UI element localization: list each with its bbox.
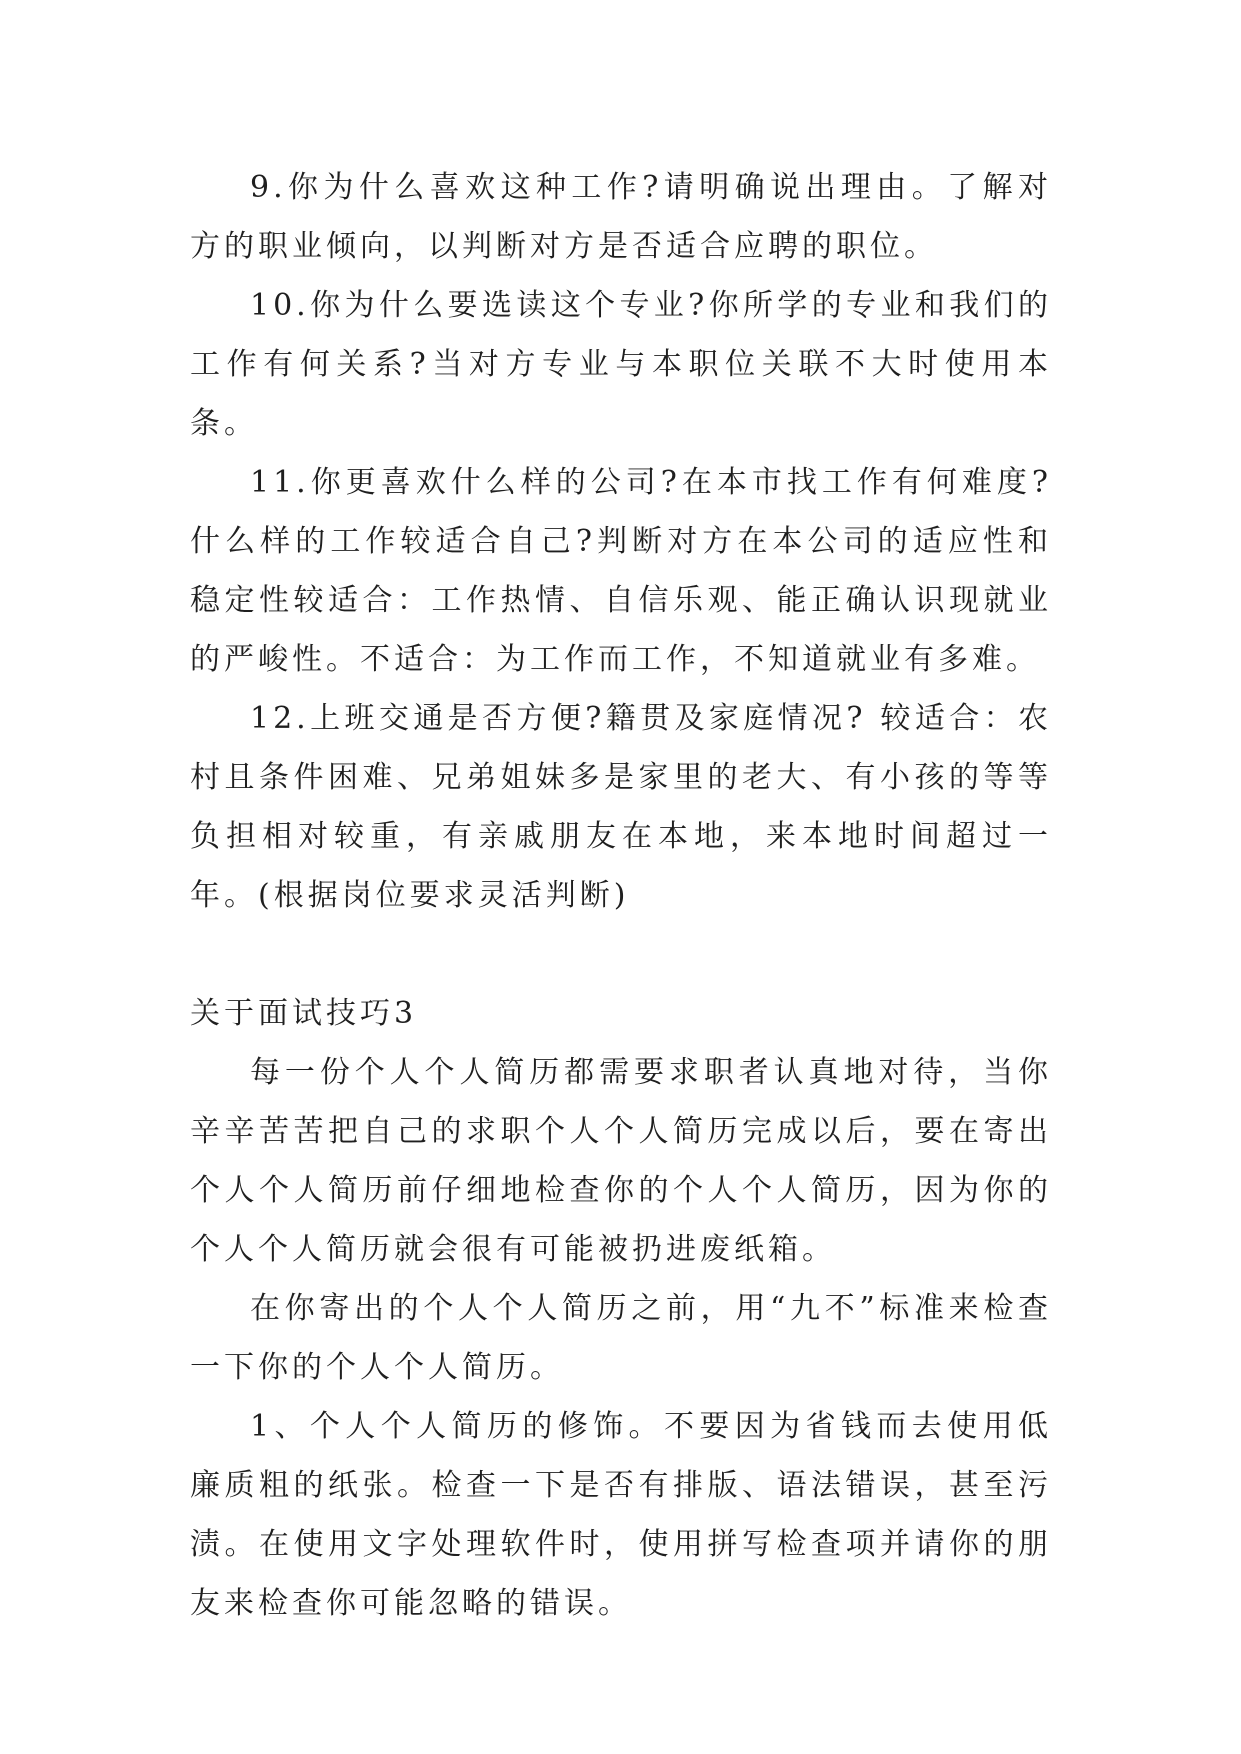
paragraph-item-9: 9.你为什么喜欢这种工作?请明确说出理由。了解对方的职业倾向，以判断对方是否适合应聘的职位。	[190, 170, 1052, 264]
paragraph-resume-intro: 每一份个人个人简历都需要求职者认真地对待，当你辛辛苦苦把自己的求职个人个人简历完成以后，要在寄出个人个人简历前仔细地检查你的个人个人简历，因为你的个人个人简历就会很有可能被扔进废纸箱。	[190, 1055, 1052, 1267]
paragraph-rule-1: 1、个人个人简历的修饰。不要因为省钱而去使用低廉质粗的纸张。检查一下是否有排版、语法错误，甚至污渍。在使用文字处理软件时，使用拼写检查项并请你的朋友来检查你可能忽略的错误。	[190, 1409, 1052, 1621]
paragraph-item-11: 11.你更喜欢什么样的公司?在本市找工作有何难度?什么样的工作较适合自己?判断对方在本公司的适应性和稳定性较适合：工作热情、自信乐观、能正确认识现就业的严峻性。不适合：为工作而工作，不知道就业有多难。	[190, 465, 1052, 677]
paragraph-item-12: 12.上班交通是否方便?籍贯及家庭情况? 较适合：农村且条件困难、兄弟姐妹多是家里的老大、有小孩的等等负担相对较重，有亲戚朋友在本地，来本地时间超过一年。(根据岗位要求灵活判断)	[190, 701, 1052, 913]
paragraph-item-10: 10.你为什么要选读这个专业?你所学的专业和我们的工作有何关系?当对方专业与本职位关联不大时使用本条。	[190, 288, 1052, 441]
paragraph-nine-rules: 在你寄出的个人个人简历之前，用“九不”标准来检查一下你的个人个人简历。	[190, 1291, 1052, 1385]
section-heading: 关于面试技巧3	[190, 996, 418, 1031]
document-body	[190, 158, 1052, 1633]
